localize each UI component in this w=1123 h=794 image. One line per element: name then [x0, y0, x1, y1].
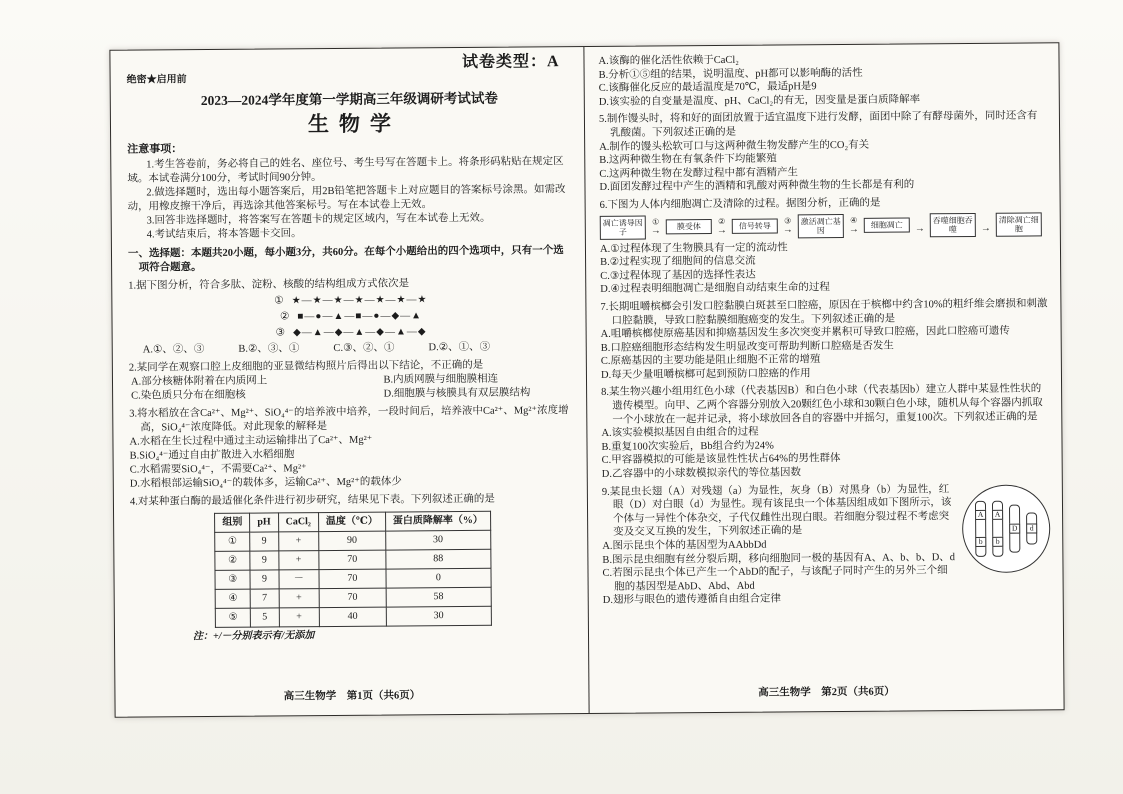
cell: 90	[318, 531, 385, 551]
diagram-label: ①	[274, 295, 284, 307]
question-5	[599, 110, 1048, 195]
option: C.染色质只分布在细胞核	[131, 389, 246, 402]
question-9	[602, 482, 1051, 608]
question-7	[600, 297, 1049, 382]
table-header-row	[215, 511, 491, 532]
flow-node: 吞噬细胞吞噬	[930, 212, 976, 236]
monomer-chain-diagram-1	[128, 292, 573, 309]
option: D.面团发酵过程中产生的酒精和乳酸对两种微生物的生长都是有利的	[599, 179, 915, 194]
cell: ①	[215, 532, 250, 551]
enzyme-conditions-table	[214, 511, 491, 628]
chromosome-bar	[1009, 504, 1020, 552]
exam-subject: 生物学	[307, 111, 402, 137]
cell: 9	[250, 532, 278, 551]
question-stem: 6.下图为人体内细胞凋亡及清除的过程。据图分析，正确的是	[599, 197, 881, 211]
option: B.分析①⑤组的结果，说明温度、pH都可以影响酶的活性	[598, 67, 863, 81]
option: B.②、③、①	[238, 343, 300, 355]
notice-item: 2.做选择题时，选出每小题答案后，用2B铅笔把答题卡上对应题目的答案标号涂黑。如需改动，用橡皮擦干净后，再选涂其他答案标号。写在本试卷上无效。	[127, 184, 566, 213]
option: D.④过程表明细胞凋亡是细胞自动结束生命的过程	[600, 282, 830, 296]
star-chain-icon: ★—★—★—★—★—★—★	[291, 294, 428, 307]
cell: 7	[250, 589, 278, 608]
mixed-shape-chain-icon: ■—●—▲—■—●—◆—▲	[297, 310, 423, 323]
gene-label: b	[992, 537, 1003, 547]
cell: ⑤	[216, 608, 251, 627]
cell: +	[278, 551, 318, 570]
flow-arrow	[910, 216, 930, 233]
monomer-chain-diagram-3	[129, 324, 574, 341]
column-header: 温度（℃）	[318, 512, 385, 532]
cell: 9	[250, 551, 278, 570]
chromosome-diagram	[962, 484, 1051, 573]
flow-arrow	[844, 217, 864, 234]
option: D.乙容器中的小球数模拟亲代的等位基因数	[601, 467, 801, 480]
arrow-label: ③	[784, 216, 792, 226]
diagram-label: ③	[275, 327, 286, 339]
diagram-label: ②	[279, 311, 290, 323]
cell: 30	[385, 530, 490, 550]
section-heading: 一、选择题：本题共20小题，每小题3分，共60分。在每个小题给出的四个选项中，只有一个选项符合题意。	[127, 245, 564, 274]
option: A.①、②、③	[142, 344, 205, 356]
option: A.部分核糖体附着在内质网上	[130, 375, 268, 388]
option: B.SiO₄⁴⁻通过自由扩散进入水稻细胞	[129, 449, 295, 462]
cell: ③	[215, 570, 250, 589]
question-3	[129, 404, 575, 491]
table-row	[216, 606, 492, 627]
option: C.③、②、①	[333, 342, 395, 354]
option: D.水稻根部运输SiO₄⁴⁻的载体多，运输Ca²⁺、Mg²⁺的载体少	[129, 476, 402, 490]
question-1	[128, 276, 574, 357]
chromosome-bar	[992, 500, 1003, 556]
notice-item: 3.回答非选择题时，将答案写在答题卡的规定区域内，写在本试卷上无效。	[146, 212, 491, 227]
notice-heading: 注意事项：	[127, 143, 183, 156]
question-stem: 1.据下图分析，符合多肽、淀粉、核酸的结构组成方式依次是	[128, 278, 410, 292]
cell: 30	[386, 606, 491, 626]
option: D.翅形与眼色的遗传遵循自由组合定律	[602, 593, 781, 607]
diamond-triangle-chain-icon: ◆—▲—◆—▲—◆—▲—◆	[293, 326, 427, 339]
option: A.①过程体现了生物膜具有一定的流动性	[599, 241, 788, 255]
header-band	[126, 53, 572, 90]
page-1-footer: 高三生物学 第1页（共6页）	[283, 690, 421, 703]
right-arrow-icon: →	[716, 224, 727, 237]
gene-label: d	[1026, 523, 1037, 533]
cell: +	[279, 608, 319, 627]
page-frame	[109, 42, 1064, 717]
paper-type-label: 试卷类型：A	[461, 53, 560, 71]
option: C.若图示昆虫个体已产生一个AbD的配子，与该配子同时产生的另外三个细胞的基因型是AbD、Abd、Abd	[602, 565, 948, 593]
option: A.该实验模拟基因自由组合的过程	[601, 426, 759, 440]
cell: 88	[386, 549, 491, 569]
notice-item: 1.考生答卷前，务必将自己的姓名、座位号、考生号写在答题卡上。将条形码粘贴在规定区域。本试卷满分100分，考试时间90分钟。	[127, 156, 564, 185]
table-row	[215, 530, 491, 551]
option: C.③过程体现了基因的选择性表达	[600, 269, 756, 282]
option: B.②过程实现了细胞间的信息交流	[600, 255, 756, 269]
cell: 58	[386, 587, 491, 607]
column-header: 蛋白质降解率（%）	[385, 511, 490, 531]
chromosome-bar	[975, 500, 986, 556]
option: D.②、①、③	[428, 341, 491, 354]
option: C.水稻需要SiO₄⁴⁻，不需要Ca²⁺、Mg²⁺	[129, 463, 307, 476]
flow-arrow	[976, 216, 996, 233]
question-4	[130, 492, 576, 644]
right-arrow-icon: →	[980, 222, 991, 234]
flow-node: 凋亡诱导因子	[600, 215, 646, 239]
option: B.重复100次实验后，Bb组合约为24%	[601, 440, 774, 453]
option: A.咀嚼槟榔使原癌基因和抑癌基因发生多次突变并累积可导致口腔癌，因此口腔癌可遗传	[600, 325, 1010, 340]
cell-outline	[962, 484, 1051, 573]
right-arrow-icon: →	[914, 223, 925, 235]
arrow-label: ④	[850, 215, 858, 225]
arrow-label: ②	[718, 216, 726, 226]
option: C.这两种微生物在发酵过程中都有酒精产生	[599, 167, 799, 180]
flow-arrow	[712, 218, 732, 235]
table-row	[215, 549, 491, 570]
flow-node: 信号转导	[732, 219, 778, 234]
flow-node: 清除凋亡细胞	[996, 212, 1042, 236]
table-note: 注：+/－分别表示有/无添加	[192, 630, 315, 643]
secret-label: 绝密★启用前	[126, 74, 187, 86]
question-2	[129, 358, 574, 403]
option: C.原癌基因的主要功能是阻止细胞不正常的增殖	[600, 354, 821, 368]
gene-label: b	[975, 537, 986, 547]
question-stem: 5.制作馒头时，将和好的面团放置于适宜温度下进行发酵，面团中除了有酵母菌外，同时还含有乳酸菌。下列叙述正确的是	[598, 110, 1038, 139]
cell: 70	[319, 569, 386, 589]
options-grid	[131, 372, 574, 403]
option: B.图示昆虫细胞有丝分裂后期，移向细胞同一极的基因有A、A、b、b、D、d	[602, 551, 956, 566]
question-4-options-continued	[598, 51, 1046, 109]
flow-arrow	[778, 217, 798, 234]
option: A.图示昆虫个体的基因型为AAbbDd	[602, 539, 767, 552]
cell: ②	[215, 551, 250, 570]
option: C.甲容器模拟的可能是该显性性状占64%的男性群体	[601, 453, 841, 467]
cell: 0	[386, 568, 491, 588]
option: A.该酶的催化活性依赖于CaCl₂	[598, 54, 739, 67]
question-stem: 7.长期咀嚼槟榔会引发口腔黏膜白斑甚至口腔癌，原因在于槟榔中约含10%的粗纤维会磨损和刺激口腔黏膜，导致口腔黏膜细胞癌变的发生。下列叙述正确的是	[600, 298, 1048, 327]
question-stem: 3.将水稻放在含Ca²⁺、Mg²⁺、SiO₄⁴⁻的培养液中培养，一段时间后，培养液中Ca²⁺、Mg²⁺浓度增高，SiO₄⁴⁻浓度降低。对此现象的解释是	[129, 405, 569, 434]
question-6	[600, 195, 1049, 296]
page-2	[584, 43, 1063, 713]
chromosome-bar	[1026, 512, 1037, 544]
page-1	[110, 47, 589, 717]
right-arrow-icon: →	[782, 224, 793, 236]
cell: 40	[319, 607, 386, 627]
arrow-label: ①	[652, 217, 660, 227]
column-header: CaCl₂	[278, 513, 318, 532]
notice-item: 4.考试结束后，将本答题卡交回。	[146, 228, 302, 241]
flow-arrow	[646, 218, 666, 235]
table-row	[215, 568, 491, 589]
flow-node: 膜受体	[666, 219, 712, 234]
option: A.水稻在生长过程中通过主动运输排出了Ca²⁺、Mg²⁺	[129, 434, 373, 448]
cell: 70	[319, 588, 386, 608]
cell: 70	[319, 550, 386, 570]
option: B.口腔癌细胞形态结构发生明显改变可帮助判断口腔癌是否发生	[600, 340, 894, 354]
column-header: 组别	[215, 513, 250, 532]
cell: 9	[250, 570, 278, 589]
question-stem: 4.对某种蛋白酶的最适催化条件进行初步研究，结果见下表。下列叙述正确的是	[129, 493, 495, 508]
monomer-chain-diagram-2	[128, 308, 573, 325]
option: C.该酶催化反应的最适温度是70℃，最适pH是9	[598, 81, 817, 95]
gene-label: D	[1009, 523, 1020, 533]
flow-node: 细胞凋亡	[864, 217, 910, 232]
cell: ④	[215, 589, 250, 608]
cell: 5	[251, 608, 279, 627]
options-row	[143, 340, 574, 357]
exam-title: 2023—2024学年度第一学期高三年级调研考试试卷	[200, 90, 498, 109]
question-stem: 2.某同学在观察口腔上皮细胞的亚显微结构照片后得出以下结论，不正确的是	[128, 359, 484, 374]
gene-label: A	[975, 510, 986, 520]
apoptosis-flowchart	[600, 212, 1048, 240]
option: D.每天少量咀嚼槟榔可起到预防口腔癌的作用	[600, 368, 811, 381]
option: D.该实验的自变量是温度、pH、CaCl₂的有无，因变量是蛋白质降解率	[598, 94, 921, 108]
right-arrow-icon: →	[650, 225, 661, 237]
cell: +	[279, 589, 319, 608]
flow-node: 激活凋亡基因	[798, 214, 844, 238]
cell: +	[278, 532, 318, 551]
question-stem: 8.某生物兴趣小组用红色小球（代表基因B）和白色小球（代表基因b）建立人群中某显性性状的遗传模型。向甲、乙两个容器分别放入20颗红色小球和30颗白色小球，随机从每个容器内抓取一个小球放在一起并记录，将小球放回各自的容器中并摇匀，重复100次。下列叙述正确的是	[601, 383, 1043, 426]
cell: －	[279, 570, 319, 589]
right-arrow-icon: →	[848, 223, 859, 235]
gene-label: A	[992, 510, 1003, 520]
column-header: pH	[250, 513, 278, 532]
option: B.这两种微生物在有氧条件下均能繁殖	[599, 153, 777, 167]
page-2-footer: 高三生物学 第2页（共6页）	[758, 686, 895, 699]
question-stem: 9.某昆虫长翅（A）对残翅（a）为显性，灰身（B）对黑身（b）为显性，红眼（D）对白眼（d）为显性。现有该昆虫一个体基因组成如下图所示，该个体与一异性个体杂交，子代仅雌性出现白眼。若细胞分裂过程不考虑突变及交叉互换的发生，下列叙述正确的是	[601, 483, 952, 539]
option: B.内质网膜与细胞膜相连	[383, 373, 499, 386]
question-8	[601, 383, 1050, 482]
option: D.细胞膜与核膜具有双层膜结构	[383, 387, 531, 400]
option: A.制作的馒头松软可口与这两种微生物发酵产生的CO₂有关	[599, 139, 870, 153]
table-row	[215, 587, 491, 608]
